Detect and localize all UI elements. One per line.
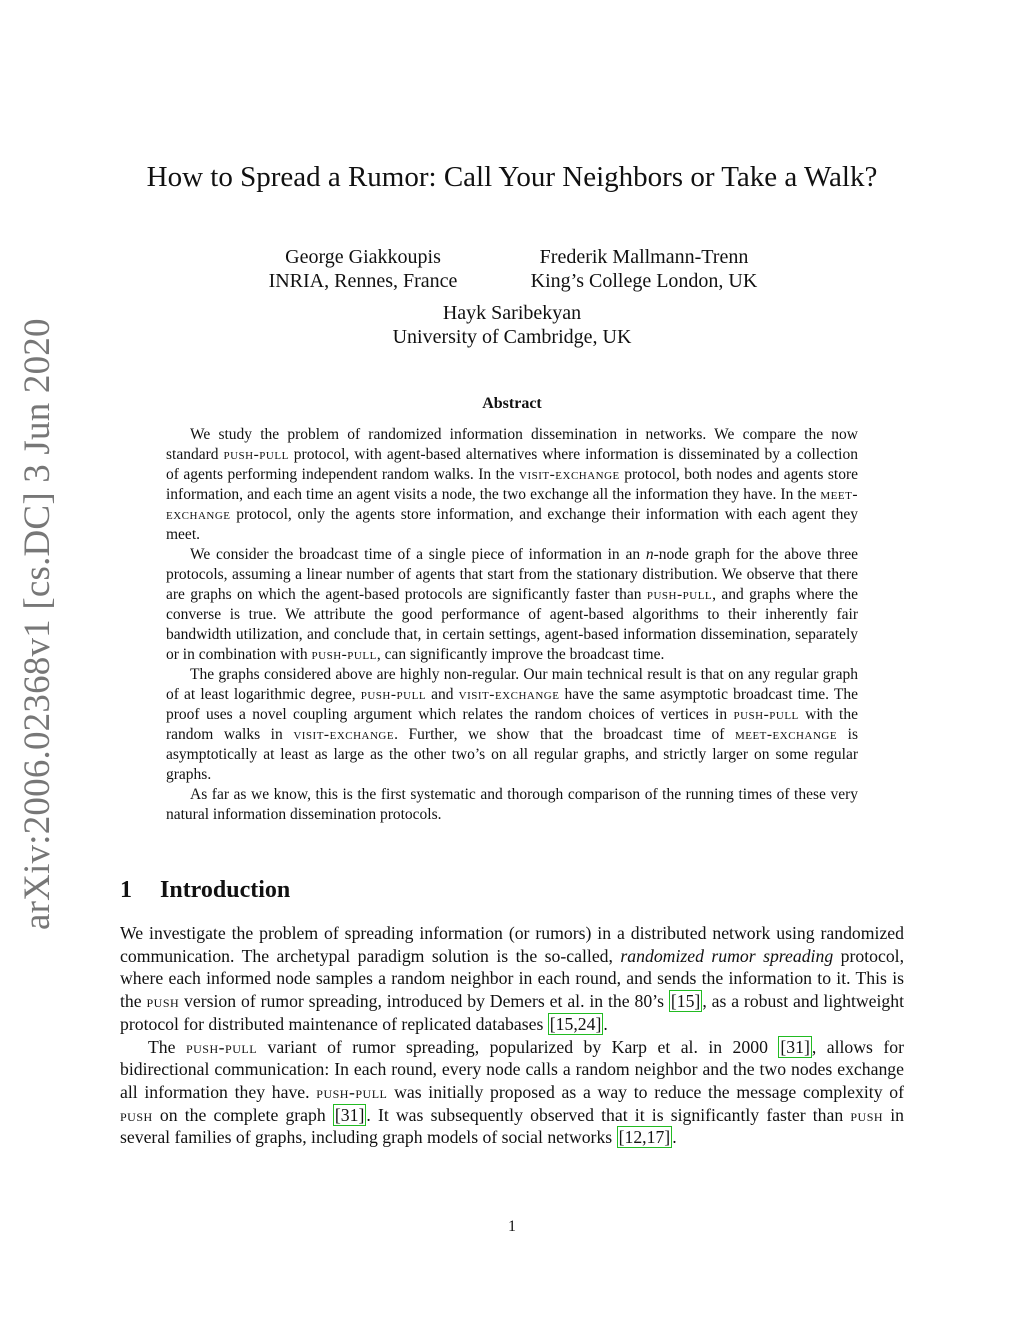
author-name: George Giakkoupis (285, 246, 441, 268)
text-run: The (148, 1036, 186, 1057)
text-run: We investigate the problem of spreading information (or rumors) in a distributed network using randomized communication. The archetypal paradigm solution is the so-called, (120, 923, 904, 966)
text-run: , as a robust and lightweight protocol for distributed maintenance of replicated databases (120, 991, 904, 1034)
body-paragraph (120, 1036, 904, 1150)
citation-link[interactable]: [15] (670, 991, 701, 1012)
text-run: , can significantly improve the broadcast time. (376, 646, 665, 663)
text-run: have the same asymptotic broadcast time. The proof uses a novel coupling argument which relates the random choices of vertices in (166, 686, 858, 723)
text-run: with the random walks in (166, 706, 858, 743)
text-run: variant of rumor spreading, popularized by Karp et al. in 2000 (257, 1036, 779, 1057)
text-run: is asymptotically at least as large as the other two’s on all regular graphs, and strictly larger on some regular graphs. (166, 726, 858, 783)
text-run: -node graph for the above three protocols, assuming a linear number of agents that start from the stationary distribution. We observe that there are graphs on which the agent-based protocols are significantly faster than (166, 546, 858, 603)
text-run: version of rumor spreading, introduced by Demers et al. in the 80’s (179, 991, 669, 1012)
abstract-body (166, 425, 858, 825)
author-affiliation: INRIA, Rennes, France (268, 270, 458, 292)
citation-link[interactable]: [15,24] (549, 1013, 602, 1034)
protocol-name: push-pull (733, 706, 799, 723)
protocol-name: push-pull (360, 686, 427, 703)
citation-link[interactable]: [31] (334, 1104, 365, 1125)
text-run: , allows for bidirectional communication: In each round, every node calls a random neighbor and the two nodes exchange all information they have. (120, 1036, 905, 1102)
abstract-paragraph (166, 425, 858, 545)
author-block (510, 245, 778, 293)
protocol-name: push (146, 991, 180, 1012)
section-title: Introduction (160, 877, 291, 903)
author-affiliation: University of Cambridge, UK (392, 326, 632, 348)
arxiv-identifier[interactable]: arXiv:2006.02368v1 [cs.DC] 3 Jun 2020 (17, 318, 58, 930)
protocol-name: visit-exchange (519, 466, 620, 483)
protocol-name: meet-exchange (734, 726, 838, 743)
protocol-name: push (850, 1104, 884, 1125)
text-run: , and graphs where the converse is true. We attribute the good performance of agent-based algorithms to their inherently fair bandwidth utilization, and conclude that, in certain settings, agent-based information dissemination, separately or in combination with (166, 586, 858, 663)
emphasis: randomized rumor spreading (620, 945, 834, 966)
protocol-name: push-pull (223, 446, 289, 463)
protocol-name: push-pull (646, 586, 713, 603)
text-run: We study the problem of randomized information dissemination in networks. We compare the now standard (166, 426, 858, 463)
section-number: 1 (120, 877, 132, 903)
text-run: . It was subsequently observed that it is significantly faster than (366, 1104, 851, 1125)
abstract-paragraph (166, 545, 858, 665)
text-run: on the complete graph (152, 1104, 333, 1125)
citation-link[interactable]: [31] (780, 1036, 810, 1057)
abstract-heading: Abstract (482, 395, 542, 412)
text-run: We consider the broadcast time of a single piece of information in an (190, 546, 646, 563)
text-run: protocol, where each informed node samples a random neighbor in each round, and sends the information to it. This is the (120, 945, 904, 1012)
author-name: Frederik Mallmann-Trenn (539, 246, 749, 268)
paper-title: How to Spread a Rumor: Call Your Neighbors or Take a Walk? (146, 161, 878, 193)
protocol-name: visit-exchange (458, 686, 560, 703)
protocol-name: visit-exchange (293, 726, 395, 743)
page-number: 1 (508, 1218, 516, 1235)
text-run: was initially proposed as a way to reduce the message complexity of (387, 1081, 904, 1102)
protocol-name: push-pull (316, 1081, 388, 1102)
citation-link[interactable]: [12,17] (618, 1127, 671, 1148)
abstract-paragraph (166, 665, 858, 785)
text-run: . Further, we show that the broadcast time of (394, 726, 735, 743)
protocol-name: meet-exchange (166, 486, 858, 523)
text-run: protocol, only the agents store information, and exchange their information with each agent they meet. (166, 506, 858, 543)
text-run: . (603, 1013, 608, 1034)
introduction-body (120, 922, 904, 1149)
body-paragraph (120, 922, 904, 1036)
text-run: in several families of graphs, including graph models of social networks (120, 1104, 904, 1148)
protocol-name: push-pull (185, 1036, 258, 1057)
section-heading (120, 873, 290, 907)
text-run: protocol, both nodes and agents store information, and each time an agent visits a node, the two exchange all the information they have. In the (166, 466, 858, 503)
text-run: protocol, with agent-based alternatives where information is disseminated by a collection of agents performing independent random walks. In the (166, 446, 858, 483)
author-name: Hayk Saribekyan (442, 302, 582, 324)
protocol-name: push-pull (311, 646, 377, 663)
text-run: The graphs considered above are highly non-regular. Our main technical result is that on any regular graph of at least logarithmic degree, (166, 666, 858, 703)
author-block (362, 301, 662, 349)
protocol-name: push (120, 1104, 153, 1125)
text-run: and (426, 686, 459, 703)
text-run: . (672, 1127, 677, 1148)
abstract-paragraph: As far as we know, this is the first systematic and thorough comparison of the running times of these very natural information dissemination protocols. (166, 786, 858, 823)
author-block (238, 245, 488, 293)
author-affiliation: King’s College London, UK (530, 270, 758, 292)
math-variable: n (645, 546, 654, 563)
